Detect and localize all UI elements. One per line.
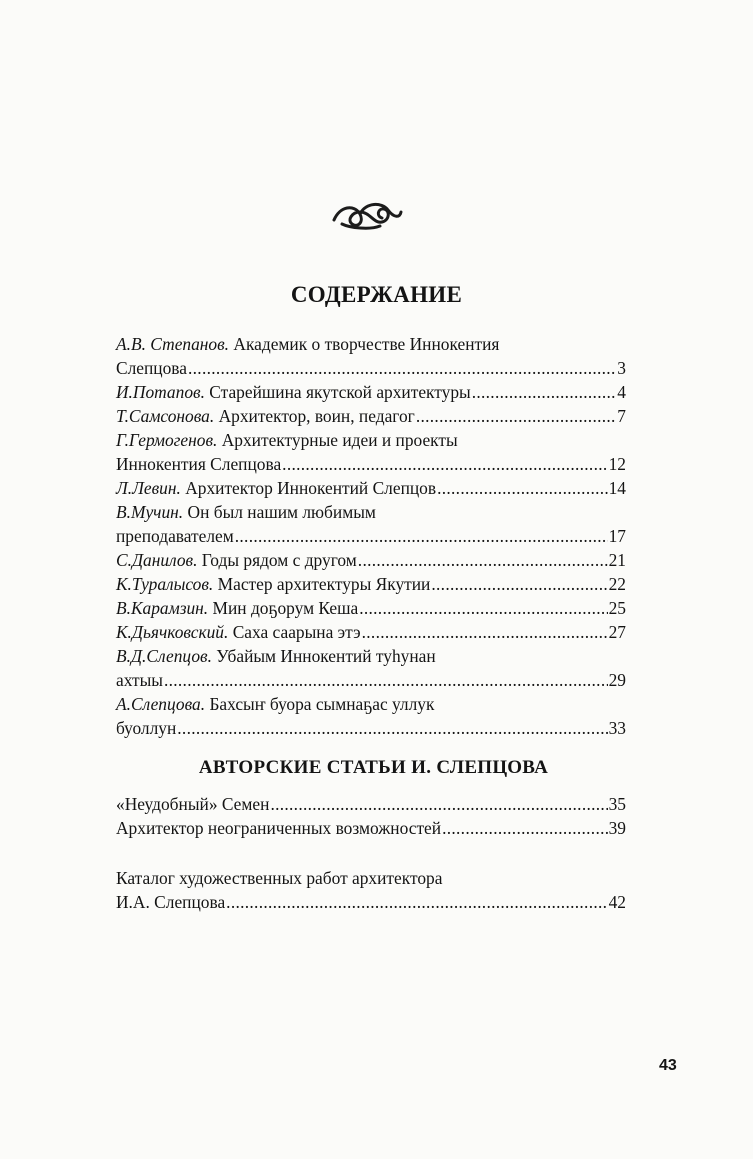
dot-leader [442, 816, 608, 840]
entry-author: В.Карамзин. [116, 598, 209, 618]
entry-title: Мин доҕорум Кеша [212, 598, 359, 618]
entry-page-number: 17 [608, 526, 626, 546]
articles-list [116, 792, 626, 840]
dot-leader [177, 716, 607, 740]
entry-title: Саха саарына этэ [232, 622, 361, 642]
contents-list [116, 332, 626, 740]
toc-entry-levin [116, 476, 626, 500]
entry-page-number: 14 [608, 478, 626, 498]
dot-leader [270, 792, 607, 816]
dot-leader [358, 548, 608, 572]
entry-page-number: 7 [617, 406, 626, 426]
entry-page-number: 25 [608, 598, 626, 618]
entry-title-continued: буоллун [116, 718, 177, 738]
toc-entry-danilov [116, 548, 626, 572]
toc-entry-vd-sleptsov [116, 644, 626, 692]
entry-title: Академик о творчестве Иннокентия [233, 334, 500, 354]
entry-page-number: 21 [608, 550, 626, 570]
entry-title-continued: И.А. Слепцова [116, 892, 226, 912]
entry-page-number: 39 [608, 818, 626, 838]
entry-title: Старейшина якутской архитектуры [209, 382, 471, 402]
entry-author: К.Туралысов. [116, 574, 214, 594]
toc-entry-dyachkovsky [116, 620, 626, 644]
entry-title: Архитектор неограниченных возможностей [116, 818, 442, 838]
dot-leader [362, 620, 608, 644]
entry-title: Мастер архитектуры Якутии [217, 574, 431, 594]
entry-title: Бахсыҥ буора сымнаҕас уллук [209, 694, 435, 714]
contents-heading: СОДЕРЖАНИЕ [290, 282, 463, 307]
entry-title: «Неудобный» Семен [116, 794, 270, 814]
toc-entry-article-1 [116, 792, 626, 816]
toc-entry-karamzin [116, 596, 626, 620]
dot-leader [359, 596, 607, 620]
entry-title: Он был нашим любимым [187, 502, 376, 522]
entry-author: С.Данилов. [116, 550, 198, 570]
dot-leader [472, 380, 617, 404]
toc-entry-a-sleptsova [116, 692, 626, 740]
entry-author: Т.Самсонова. [116, 406, 215, 426]
toc-entry-samsonova [116, 404, 626, 428]
entry-author: А.В. Степанов. [116, 334, 230, 354]
toc-entry-potapov [116, 380, 626, 404]
entry-author: В.Мучин. [116, 502, 184, 522]
toc-entry-article-2 [116, 816, 626, 840]
entry-author: В.Д.Слепцов. [116, 646, 212, 666]
entry-page-number: 42 [608, 892, 626, 912]
entry-page-number: 22 [608, 574, 626, 594]
toc-entry-germogenov [116, 428, 626, 476]
entry-author: К.Дьячковский. [116, 622, 229, 642]
dot-leader [416, 404, 616, 428]
entry-page-number: 3 [617, 358, 626, 378]
entry-title: Каталог художественных работ архитектора [116, 868, 443, 888]
entry-page-number: 27 [608, 622, 626, 642]
toc-entry-turalysov [116, 572, 626, 596]
dot-leader [235, 524, 608, 548]
entry-title: Архитектор Иннокентий Слепцов [185, 478, 437, 498]
toc-entry-muchin [116, 500, 626, 548]
dot-leader [437, 476, 608, 500]
entry-page-number: 29 [608, 670, 626, 690]
entry-page-number: 35 [608, 794, 626, 814]
toc-entry-stepanov [116, 332, 626, 380]
entry-page-number: 12 [608, 454, 626, 474]
catalog-entry [116, 866, 626, 914]
entry-title-continued: преподавателем [116, 526, 234, 546]
dot-leader [431, 572, 607, 596]
entry-title-continued: ахтыы [116, 670, 163, 690]
entry-title: Убайым Иннокентий туһунан [216, 646, 436, 666]
entry-title: Архитектурные идеи и проекты [221, 430, 458, 450]
dot-leader [226, 890, 607, 914]
entry-author: Л.Левин. [116, 478, 181, 498]
entry-author: И.Потапов. [116, 382, 205, 402]
entry-author: Г.Гермогенов. [116, 430, 218, 450]
entry-title-continued: Иннокентия Слепцова [116, 454, 282, 474]
articles-heading: АВТОРСКИЕ СТАТЬИ И. СЛЕПЦОВА [198, 757, 549, 778]
dot-leader [282, 452, 607, 476]
dot-leader [188, 356, 616, 380]
dot-leader [164, 668, 608, 692]
page-number: 43 [659, 1057, 677, 1074]
entry-title-continued: Слепцова [116, 358, 188, 378]
entry-title: Годы рядом с другом [201, 550, 357, 570]
entry-page-number: 4 [617, 382, 626, 402]
entry-author: А.Слепцова. [116, 694, 206, 714]
entry-title: Архитектор, воин, педагог [218, 406, 415, 426]
ornament-icon [330, 198, 404, 232]
entry-page-number: 33 [608, 718, 626, 738]
toc-entry-catalog [116, 866, 626, 914]
